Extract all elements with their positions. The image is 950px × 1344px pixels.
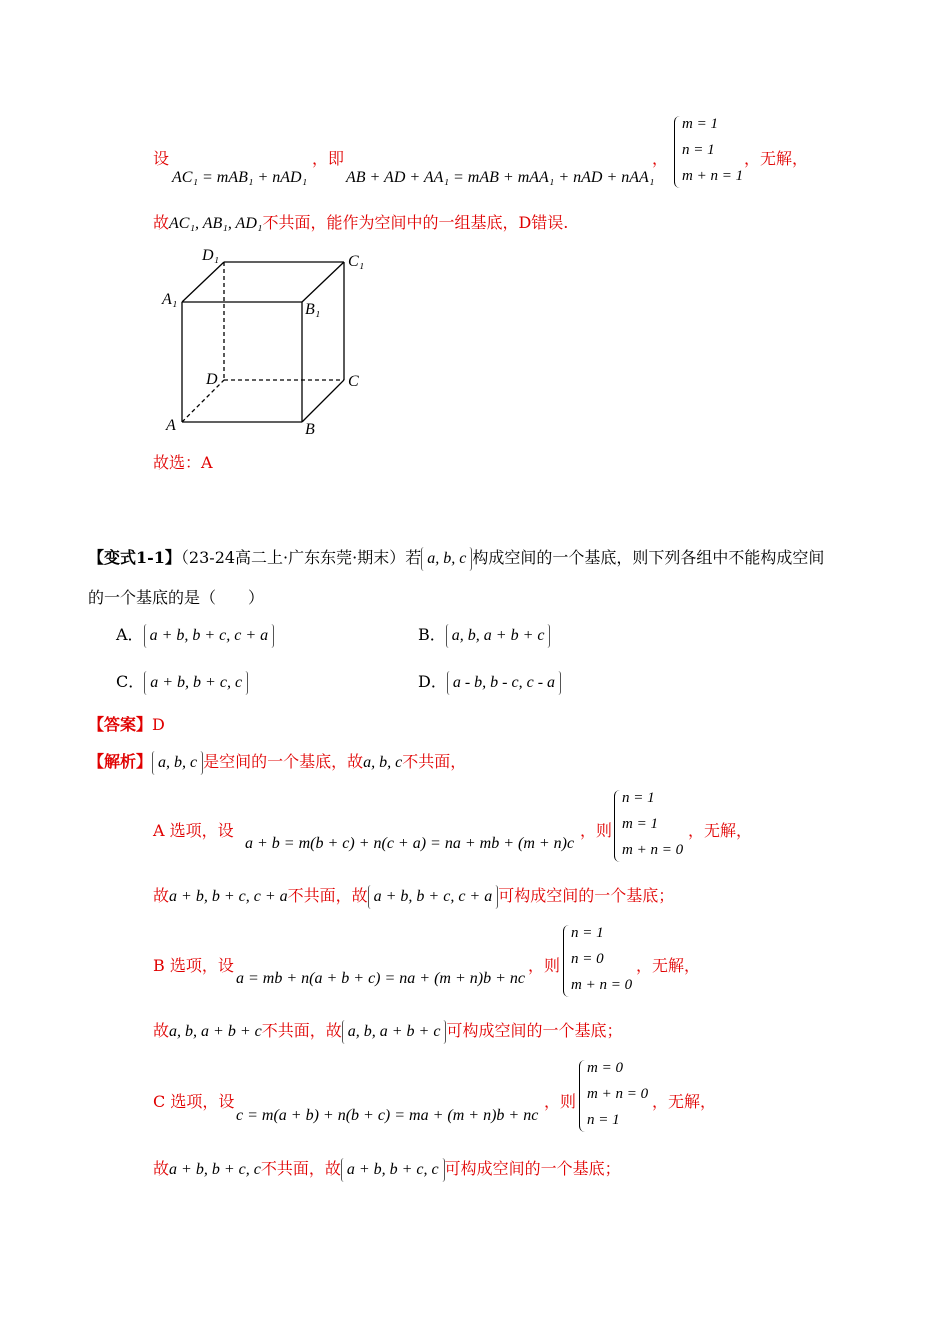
edge-a1d1 <box>182 262 224 302</box>
option-c <box>116 669 248 695</box>
edge-bc <box>302 380 344 422</box>
label-d1: D₁ <box>202 247 220 264</box>
system-row: m = 1 <box>622 816 658 832</box>
comma-text: ， <box>652 149 669 168</box>
conclusion-post: 可构成空间的一个基底； <box>446 1021 623 1040</box>
edge-b1c1 <box>302 262 344 302</box>
analysis-tag: 【解析】 <box>88 752 153 771</box>
equation-ac1: AC₁ = mAB₁ + nAD₁ <box>172 169 308 186</box>
label-a: A <box>166 417 176 434</box>
option-label: A． <box>116 625 144 644</box>
option-label: C． <box>116 672 145 691</box>
item-a-then: ，则 <box>580 821 613 840</box>
conclusion-math: a, b, a + b + c <box>169 1023 262 1040</box>
label-a1: A₁ <box>162 291 178 308</box>
answer-tag: 【答案】 <box>88 715 153 734</box>
conclusion-set: a + b, b + c, c + a <box>368 885 499 909</box>
equation-expanded: AB + AD + AA₁ = mAB + mAA₁ + nAD + nAA₁ <box>346 169 655 186</box>
option-b <box>418 622 550 648</box>
basis-set: a, b, c <box>421 547 472 571</box>
system-row: n = 1 <box>682 142 715 158</box>
item-c-system <box>579 1060 659 1136</box>
option-set: a + b, b + c, c <box>144 671 248 695</box>
conclusion-mid: 不共面，故 <box>260 1159 341 1178</box>
option-label: D． <box>418 672 447 691</box>
option-a <box>116 622 274 648</box>
item-b-equation: a = mb + n(a + b + c) = na + (m + n)b + nc <box>236 970 525 987</box>
item-c-equation: c = m(a + b) + n(b + c) = ma + (m + n)b + nc <box>236 1107 539 1124</box>
item-a-conclusion <box>153 883 674 909</box>
conclusion-pre: 故 <box>153 1021 170 1040</box>
no-solution-text: ，无解， <box>744 149 809 168</box>
system-row: m + n = 1 <box>682 168 744 184</box>
item-c-head: C 选项，设 <box>153 1092 235 1111</box>
conclusion-set: a + b, b + c, c <box>341 1158 445 1182</box>
question-text-1: 构成空间的一个基底，则下列各组中不能构成空间 <box>472 548 825 567</box>
label-b: B <box>305 421 315 438</box>
question-line-2: 的一个基底的是（ ） <box>88 588 265 607</box>
conclusion-math: AC₁, AB₁, AD₁ <box>169 215 263 232</box>
item-b-then: ，则 <box>528 956 561 975</box>
label-b1: B₁ <box>305 301 321 318</box>
analysis-vars: a, b, c <box>363 754 403 771</box>
option-d <box>418 669 561 695</box>
cube-figure <box>150 240 380 440</box>
conclusion-pre: 故 <box>153 213 170 232</box>
system-row: m + n = 0 <box>622 842 684 858</box>
system-row: m = 0 <box>587 1060 623 1076</box>
conclusion-math: a + b, b + c, c + a <box>169 888 288 905</box>
conclusion-line <box>153 210 568 233</box>
conclusion-mid: 不共面，故 <box>287 886 368 905</box>
item-c-conclusion <box>153 1156 621 1182</box>
question-line-1 <box>88 545 824 571</box>
item-c-nosol: ，无解， <box>652 1092 717 1111</box>
item-c-then: ，则 <box>544 1092 577 1111</box>
conclusion-post: 不共面，能作为空间中的一组基底，D错误. <box>262 213 569 232</box>
system-row: n = 0 <box>571 951 604 967</box>
answer-value: D <box>152 715 165 734</box>
answer-line <box>88 712 165 735</box>
option-label: B． <box>418 625 446 644</box>
she-text: 设 <box>153 149 170 168</box>
system-row: n = 1 <box>622 790 655 806</box>
analysis-text-1: 是空间的一个基底，故 <box>203 752 364 771</box>
system-row: n = 1 <box>571 925 604 941</box>
system-row: m + n = 0 <box>587 1086 649 1102</box>
option-set: a, b, a + b + c <box>446 624 551 648</box>
item-a-system <box>614 790 694 866</box>
conclusion-math: a + b, b + c, c <box>169 1161 261 1178</box>
analysis-text-2: 不共面， <box>402 752 467 771</box>
conclusion-pre: 故 <box>153 886 170 905</box>
item-b-head: B 选项，设 <box>153 956 234 975</box>
equation-system <box>674 116 754 192</box>
item-a-equation: a + b = m(b + c) + n(c + a) = na + mb + (m + n)c <box>245 835 575 852</box>
conclusion-set: a, b, a + b + c <box>342 1020 447 1044</box>
label-c1: C₁ <box>348 253 365 270</box>
item-b-system <box>563 925 643 1001</box>
item-a-nosol: ，无解， <box>688 821 753 840</box>
item-b-conclusion <box>153 1018 622 1044</box>
system-row: m + n = 0 <box>571 977 633 993</box>
edge-ad-hidden <box>182 380 224 422</box>
system-row: m = 1 <box>682 116 718 132</box>
final-choice: 故选：A <box>153 453 213 472</box>
system-row: n = 1 <box>587 1112 620 1128</box>
question-source: （23-24高二上·广东东莞·期末）若 <box>180 548 422 567</box>
ji-text: ，即 <box>312 149 345 168</box>
option-set: a + b, b + c, c + a <box>144 624 275 648</box>
label-c: C <box>348 373 359 390</box>
label-d: D <box>206 371 218 388</box>
option-set: a - b, b - c, c - a <box>447 671 561 695</box>
item-a-head: A 选项，设 <box>153 821 234 840</box>
conclusion-pre: 故 <box>153 1159 170 1178</box>
conclusion-post: 可构成空间的一个基底； <box>498 886 675 905</box>
question-tag: 【变式1-1】 <box>88 548 181 567</box>
conclusion-post: 可构成空间的一个基底； <box>444 1159 621 1178</box>
conclusion-mid: 不共面，故 <box>261 1021 342 1040</box>
item-b-nosol: ，无解， <box>636 956 701 975</box>
analysis-set: a, b, c <box>152 751 203 775</box>
analysis-line <box>88 749 466 775</box>
